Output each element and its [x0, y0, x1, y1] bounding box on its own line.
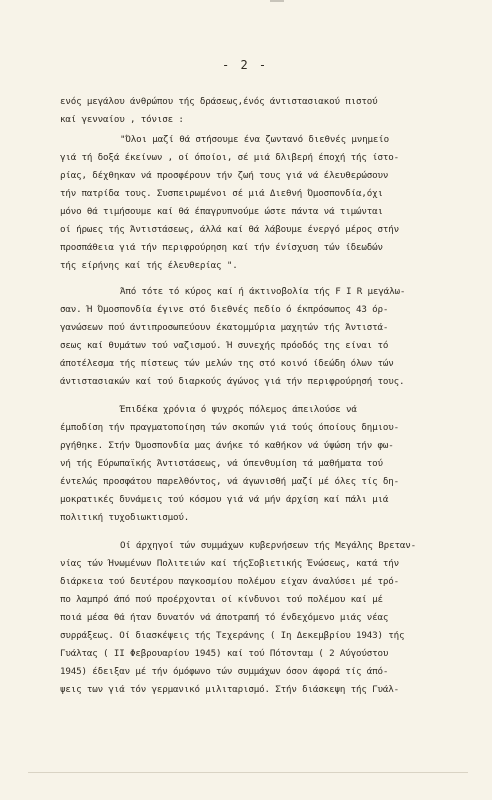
text-line: προσπάθεια γιά τήν περιφρούρηση καί τήν ένίσχυση τών ίδεωδών [60, 242, 383, 253]
text-line: καί γενναίου , τόνισε : [60, 114, 184, 125]
text-line: μόνο θά τιμήσουμε καί θά έπαγρυπνούμε ώστε πάντα νά τιμώνται [60, 206, 383, 217]
text-line: έμποδίση τήν πραγματοποίηση τών σκοπών γιά τούς όποίους δημιου- [60, 422, 400, 433]
text-line: πολιτική τυχοδιωκτισμού. [60, 512, 190, 523]
text-line: άντιστασιακών καί τού διαρκούς άγώνος γιά τήν περιφρούρησή τους. [60, 376, 405, 387]
text-line: 1945) έδειξαν μέ τήν όμόφωνο τών συμμάχων όσον άφορά τίς άπό- [60, 666, 389, 677]
text-line: πο λαμπρό άπό πού προέρχονται οί κίνδυνοι τού πολέμου καί μέ [60, 594, 383, 605]
text-line: τήν πατρίδα τους. Συσπειρωμένοι σέ μιά Διεθνή Όμοσπονδία,όχι [60, 188, 383, 199]
text-line: διάρκεια τού δευτέρου παγκοσμίου πολέμου είχαν άναλύσει μέ τρό- [60, 576, 400, 587]
text-line: ργήθηκε. Στήν Όμοσπονδία μας άνήκε τό καθήκον νά ύψώση τήν φω- [60, 440, 394, 451]
text-line: Γυάλτας ( ΙΙ Φεβρουαρίου 1945) καί τού Πότσνταμ ( 2 Αύγούστου [60, 648, 389, 659]
top-edge-mark [270, 0, 284, 2]
text-line: οί ήρωες τής Άντιστάσεως, άλλά καί θά λάβουμε ένεργό μέρος στήν [60, 224, 400, 235]
text-line: άποτέλεσμα τής πίστεως τών μελών της στό κοινό ίδεώδη όλων τών [60, 358, 394, 369]
text-line: γανώσεων πού άντιπροσωπεύουν έκατομμύρια μαχητών τής Άντιστά- [60, 322, 389, 333]
text-line: "Όλοι μαζί θά στήσουμε ένα ζωντανό διεθνές μνημείο [120, 134, 390, 145]
text-line: νίας τών Ήνωμένων Πολιτειών καί τήςΣοβιετικής Ένώσεως, κατά τήν [60, 558, 400, 569]
page-number-header: - 2 - [222, 58, 269, 72]
text-line: νή τής Εύρωπαϊκής Άντιστάσεως, νά ύπενθυμίση τά μαθήματα τού [60, 458, 383, 469]
text-line: ποιά μέσα θά ήταν δυνατόν νά άποτραπή τό ένδεχόμενο μιάς νέας [60, 612, 389, 623]
text-line: ενός μεγάλου άνθρώπου τής δράσεως,ένός άντιστασιακού πιστού [60, 96, 378, 107]
text-line: συρράξεως. Οί διασκέψεις τής Τεχεράνης ( Ιη Δεκεμβρίου 1943) τής [60, 630, 405, 641]
text-line: τής είρήνης καί τής έλευθερίας ". [60, 260, 238, 271]
text-line: Άπό τότε τό κύρος καί ή άκτινοβολία τής F I R μεγάλω- [120, 286, 406, 297]
text-line: γιά τή δοξά έκείνων , οί όποίοι, σέ μιά δλιβερή έποχή τής ίστο- [60, 152, 400, 163]
text-line: Έπιδέκα χρόνια ό ψυχρός πόλεμος άπειλούσε νά [120, 404, 357, 415]
text-line: ρίας, δέχθηκαν νά προσφέρουν τήν ζωή τους γιά νά έλευθερώσουν [60, 170, 389, 181]
text-line: σαν. Ή Όμοσπονδία έγινε στό διεθνές πεδίο ό έκπρόσωπος 43 όρ- [60, 304, 389, 315]
text-line: Οί άρχηγοί τών συμμάχων κυβερνήσεων τής Μεγάλης Βρεταν- [120, 540, 416, 551]
text-line: έντελώς προσφάτου παρελθόντος, νά άγωνισθή μαζί μέ όλες τίς δη- [60, 476, 400, 487]
text-line: μοκρατικές δυνάμεις τού κόσμου γιά νά μήν άρχίση καί πάλι μιά [60, 494, 389, 505]
page-bottom-edge [28, 772, 468, 773]
text-line: σεως καί θυμάτων τού ναζισμού. Ή συνεχής πρόοδός της είναι τό [60, 340, 389, 351]
text-line: ψεις των γιά τόν γερμανικό μιλιταρισμό. Στήν διάσκεψη τής Γυάλ- [60, 684, 400, 695]
